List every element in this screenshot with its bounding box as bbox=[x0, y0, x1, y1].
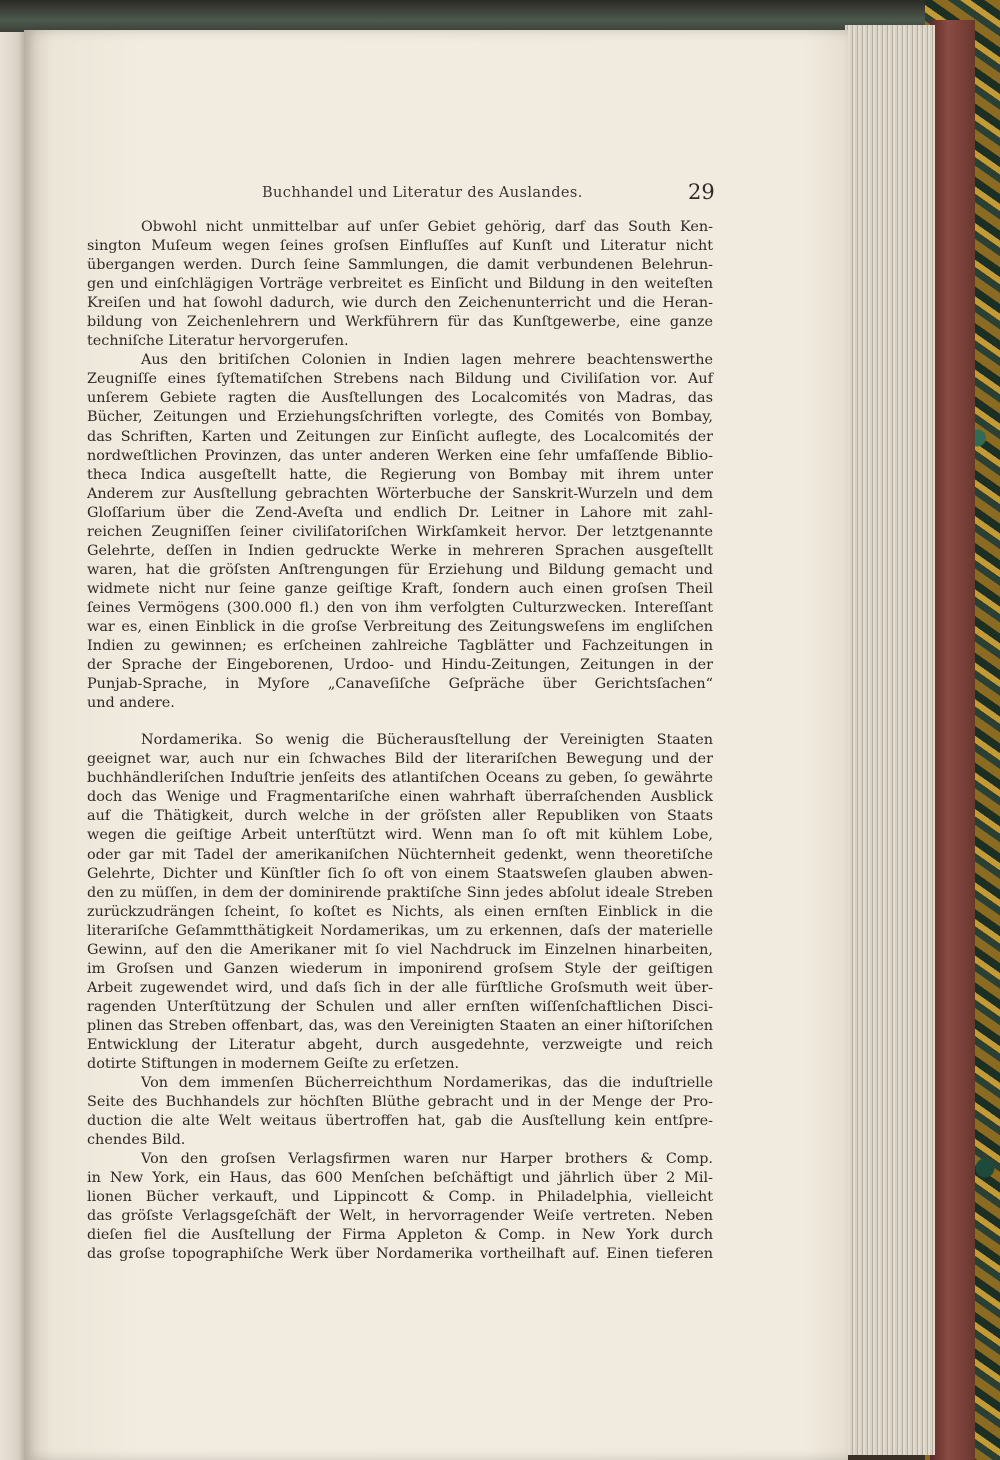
text-line: Kreiſen und hat ſowohl dadurch, wie durch den Zeichenunterricht und die Heran- bbox=[87, 295, 713, 312]
text-line: dotirte Stiftungen in modernem Geiſte zu erſetzen. bbox=[87, 1056, 460, 1073]
text-line: wegen die geiſtige Arbeit unterſtützt wird. Wenn man ſo oft mit kühlem Lobe, bbox=[87, 827, 713, 844]
text-line: waren, hat die gröſsten Anſtrengungen für Erziehung und Bildung gemacht und bbox=[87, 561, 713, 578]
text-line: und andere. bbox=[87, 695, 175, 712]
facing-page-edge bbox=[0, 32, 26, 1460]
page-block-edges bbox=[845, 25, 935, 1455]
text-line: Anderem zur Ausſtellung gebrachten Wörterbuche der Sanskrit-Wurzeln und dem bbox=[87, 485, 713, 502]
text-line: chendes Bild. bbox=[87, 1132, 186, 1149]
text-line: oder gar mit Tadel der amerikaniſchen Nüchternheit gedenkt, wenn theoretiſche bbox=[87, 846, 713, 863]
text-line: der Sprache der Eingeborenen, Urdoo- und Hindu-Zeitungen, Zeitungen in der bbox=[87, 657, 713, 674]
text-line: Von dem immenſen Bücherreichthum Nordamerikas, das die induſtrielle bbox=[141, 1075, 713, 1092]
text-line: das gröſste Verlagsgeſchäft der Welt, in hervorragender Weiſe vertreten. Neben bbox=[87, 1208, 713, 1225]
text-line: ragenden Unterſtützung der Schulen und aller ernſten wiſſenſchaftlichen Disci- bbox=[87, 998, 713, 1015]
text-line: ſeines Vermögens (300.000 fl.) den von ihm verfolgten Culturzwecken. Intereſſant bbox=[87, 599, 713, 616]
text-line: auf die Thätigkeit, durch welche in der gröſsten aller Republiken von Staats bbox=[87, 808, 713, 825]
text-line: Punjab-Sprache, in Myſore „Canaveſiſche Geſpräche über Gerichtsſachen“ bbox=[87, 676, 713, 693]
text-line: geeignet war, auch nur ein ſchwaches Bild der literariſchen Bewegung und der bbox=[87, 751, 713, 768]
text-line: Entwicklung der Literatur abgeht, durch ausgedehnte, verzweigte und reich bbox=[87, 1036, 713, 1053]
page-number: 29 bbox=[688, 180, 715, 204]
text-line: den zu müſſen, in dem der dominirende praktiſche Sinn jedes abſolut ideale Streben bbox=[87, 884, 713, 901]
text-line: das Schriften, Karten und Zeitungen zur Einſicht auflegte, des Localcomités der bbox=[87, 428, 713, 445]
text-line: widmete nicht nur ſeine ganze geiſtige Kraft, ſondern auch einen groſsen Theil bbox=[87, 580, 713, 597]
text-line: buchhändleriſchen Induſtrie jenſeits des atlantiſchen Oceans zu geben, ſo gewährte bbox=[87, 770, 713, 787]
text-line: duction die alte Welt weitaus übertroffen hat, gab die Ausſtellung kein entſpre- bbox=[87, 1113, 713, 1130]
text-line: lionen Bücher verkauft, und Lippincott & Comp. in Philadelphia, vielleicht bbox=[87, 1189, 713, 1206]
text-line: theca Indica ausgeſtellt hatte, die Regierung von Bombay mit ihrem unter bbox=[87, 466, 713, 483]
text-line: Indien zu gewinnen; es erſcheinen zahlreiche Tagblätter und Fachzeitungen in bbox=[87, 638, 713, 655]
text-line: reichen Zeugniſſen ſeiner civiliſatoriſchen Wirkſamkeit hervor. Der letztgenannte bbox=[87, 523, 713, 540]
text-line: übergangen werden. Durch ſeine Sammlungen, die damit verbundenen Belehrun- bbox=[87, 257, 713, 274]
running-head: Buchhandel und Literatur des Auslandes. bbox=[262, 185, 583, 201]
text-line: das groſse topographiſche Werk über Nordamerika vortheilhaft auf. Einen tieferen bbox=[87, 1246, 713, 1263]
text-line: Obwohl nicht unmittelbar auf unſer Gebiet gehörig, darf das South Ken- bbox=[141, 219, 713, 235]
text-line: doch das Wenige und Fragmentariſche einen wahrhaft überraſchenden Ausblick bbox=[87, 789, 713, 806]
page-header bbox=[0, 180, 1000, 210]
text-line: Nordamerika. So wenig die Bücherausſtellung der Vereinigten Staaten bbox=[141, 732, 713, 749]
text-line: sington Muſeum wegen ſeines groſsen Einfluſſes auf Kunſt und Literatur nicht bbox=[87, 238, 713, 255]
text-line: gen und einſchlägigen Vorträge verbreitet es Einſicht und Bildung in den weiteſten bbox=[87, 276, 713, 293]
text-line: Bücher, Zeitungen und Erziehungsſchriften vorlegte, des Comités von Bombay, bbox=[87, 409, 713, 426]
text-line: plinen das Streben offenbart, das, was den Vereinigten Staaten an einer hiſtoriſchen bbox=[87, 1017, 713, 1034]
text-line: dieſen fiel die Ausſtellung der Firma Appleton & Comp. in New York durch bbox=[87, 1227, 713, 1244]
text-line: war es, einen Einblick in die groſse Verbreitung des Zeitungsweſens im engliſchen bbox=[87, 618, 713, 635]
body-text bbox=[87, 218, 713, 1265]
text-line: in New York, ein Haus, das 600 Menſchen beſchäftigt und jährlich über 2 Mil- bbox=[87, 1170, 713, 1187]
text-line: zurückzudrängen ſcheint, ſo koſtet es Nichts, als einen ernſten Einblick in die bbox=[87, 903, 713, 920]
text-line: Arbeit zugewendet wird, und daſs ſich in der alle fürſtliche Groſsmuth weit über- bbox=[87, 979, 713, 996]
text-line: bildung von Zeichenlehrern und Werkführern für das Kunſtgewerbe, eine ganze bbox=[87, 314, 713, 331]
paragraph-gap bbox=[87, 713, 713, 731]
text-line: im Groſsen und Ganzen wiederum in imponirend groſsem Style der geiſtigen bbox=[87, 960, 713, 977]
cover-edge bbox=[930, 20, 975, 1460]
text-line: Gloſſarium über die Zend-Aveſta und endlich Dr. Leitner in Lahore mit zahl- bbox=[87, 504, 713, 521]
text-line: nordweſtlichen Provinzen, das unter anderen Werken eine ſehr umfaſſende Biblio- bbox=[87, 447, 713, 464]
text-line: Gelehrte, deſſen in Indien gedruckte Werke in mehreren Sprachen ausgeſtellt bbox=[87, 542, 713, 559]
text-line: unſerem Gebiete ragten die Ausſtellungen des Localcomités von Madras, das bbox=[87, 390, 713, 407]
text-line: literariſche Geſammtthätigkeit Nordamerikas, um zu erkennen, daſs der materielle bbox=[87, 922, 713, 939]
text-line: Gewinn, auf den die Amerikaner mit ſo viel Nachdruck im Einzelnen hinarbeiten, bbox=[87, 941, 713, 958]
text-line: Von den groſsen Verlagsfirmen waren nur Harper brothers & Comp. bbox=[141, 1151, 713, 1168]
text-line: Aus den britiſchen Colonien in Indien lagen mehrere beachtenswerthe bbox=[141, 352, 713, 369]
text-line: Zeugniſſe eines ſyſtematiſchen Strebens nach Bildung und Civiliſation vor. Auf bbox=[87, 371, 713, 388]
text-line: techniſche Literatur hervorgerufen. bbox=[87, 333, 349, 350]
text-line: Seite des Buchhandels zur höchſten Blüthe gebracht und in der Menge der Pro- bbox=[87, 1094, 713, 1111]
text-line: Gelehrte, Dichter und Künſtler ſich ſo oft von einem Staatsweſen glauben abwen- bbox=[87, 865, 713, 882]
